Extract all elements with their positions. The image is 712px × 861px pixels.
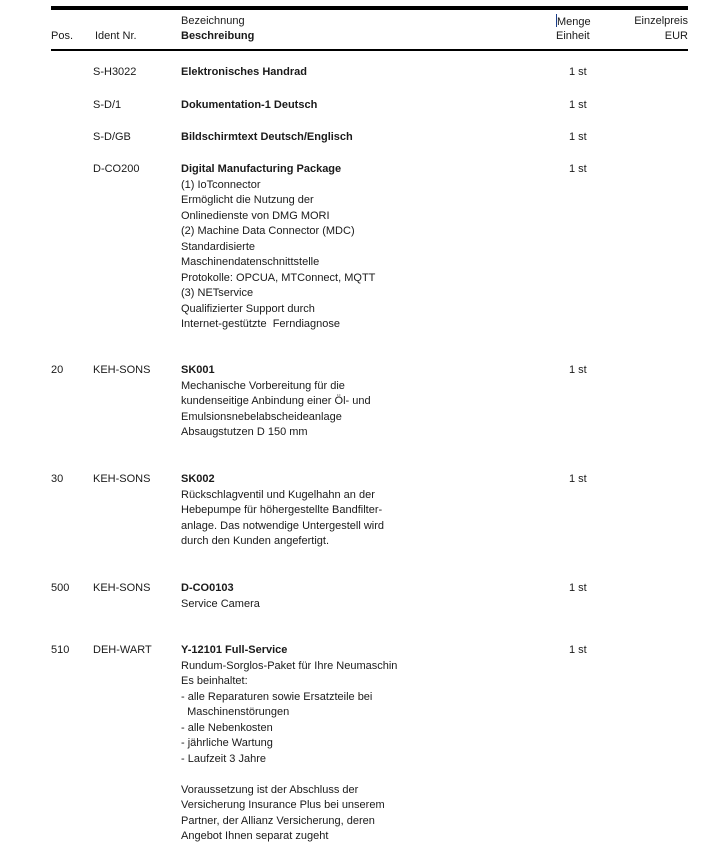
row-description-line: Mechanische Vorbereitung für die (181, 379, 345, 392)
row-quantity: 1 st (569, 364, 587, 376)
row-ident: KEH-SONS (93, 473, 151, 485)
row-description-line: - alle Reparaturen sowie Ersatzteile bei (181, 690, 373, 703)
row-ident: S-H3022 (93, 66, 137, 78)
row-description-line: Absaugstutzen D 150 mm (181, 426, 308, 438)
row-pos: 500 (51, 582, 70, 594)
row-ident: S-D/1 (93, 99, 122, 111)
row-quantity: 1 st (569, 582, 587, 594)
row-description-line: Maschinendatenschnittstelle (181, 256, 320, 268)
row-description-line: Maschinenstörungen (181, 706, 290, 718)
row-description-line: Ermöglicht die Nutzung der (181, 194, 314, 206)
row-description-line: anlage. Das notwendige Untergestell wird (181, 519, 385, 532)
row-description-line: (3) NETservice (181, 287, 254, 299)
row-quantity: 1 st (569, 163, 587, 175)
row-ident: DEH-WART (93, 644, 152, 656)
row-description-line (181, 767, 511, 783)
row-description-line: Partner, der Allianz Versicherung, deren (181, 814, 375, 827)
row-ident: KEH-SONS (93, 364, 151, 376)
row-description-line: Versicherung Insurance Plus bei unserem (181, 799, 385, 811)
row-description-line: Internet-gestützte Ferndiagnose (181, 318, 340, 330)
row-description-line: Voraussetzung ist der Abschluss der (181, 783, 359, 796)
row-description-line: - Laufzeit 3 Jahre (181, 752, 266, 765)
row-description (181, 472, 511, 550)
row-title: Elektronisches Handrad (181, 66, 307, 78)
row-description (181, 162, 511, 333)
row-quantity: 1 st (569, 473, 587, 485)
row-quantity: 1 st (569, 99, 587, 111)
header-pos: Pos. (51, 30, 74, 42)
row-description (181, 643, 511, 845)
row-description (181, 130, 511, 146)
row-title: SK001 (181, 364, 215, 376)
row-title: Dokumentation-1 Deutsch (181, 99, 318, 111)
row-quantity: 1 st (569, 644, 587, 656)
row-pos: 30 (51, 473, 64, 485)
row-description-line: Rückschlagventil und Kugelhahn an der (181, 488, 375, 501)
row-description-line: kundenseitige Anbindung einer Öl- und (181, 395, 371, 407)
row-description-line: (2) Machine Data Connector (MDC) (181, 225, 355, 237)
header-beschreibung: Beschreibung (181, 30, 255, 42)
row-description (181, 98, 511, 114)
row-description-line: Protokolle: OPCUA, MTConnect, MQTT (181, 271, 376, 284)
row-description-line: Emulsionsnebelabscheideanlage (181, 410, 342, 423)
row-description-line: Angebot Ihnen separat zugeht (181, 830, 329, 842)
row-description-line: Hebepumpe für höhergestellte Bandfilter- (181, 504, 383, 516)
row-pos: 20 (51, 364, 64, 376)
row-title: Digital Manufacturing Package (181, 163, 342, 175)
row-description-line: Rundum-Sorglos-Paket für Ihre Neumaschin (181, 659, 398, 672)
row-description (181, 581, 511, 612)
row-title: D-CO0103 (181, 582, 234, 594)
header-top-rule (51, 6, 688, 10)
row-description-line: Es beinhaltet: (181, 675, 248, 687)
header-menge-wrap (556, 14, 591, 30)
row-description (181, 363, 511, 441)
row-ident: KEH-SONS (93, 582, 151, 594)
row-quantity: 1 st (569, 131, 587, 143)
row-pos: 510 (51, 644, 70, 656)
row-title: Bildschirmtext Deutsch/Englisch (181, 131, 353, 143)
row-title: SK002 (181, 473, 215, 485)
row-quantity: 1 st (569, 66, 587, 78)
row-ident: S-D/GB (93, 131, 131, 143)
row-ident: D-CO200 (93, 163, 140, 175)
row-description-line: - jährliche Wartung (181, 737, 273, 749)
header-ident: Ident Nr. (95, 30, 137, 42)
row-description-line: Qualifizierter Support durch (181, 302, 315, 315)
header-bezeichnung: Bezeichnung (181, 15, 245, 27)
row-description (181, 65, 511, 81)
row-description-line: - alle Nebenkosten (181, 721, 273, 734)
row-title: Y-12101 Full-Service (181, 644, 288, 656)
header-einheit: Einheit (556, 30, 590, 42)
row-description-line: (1) IoTconnector (181, 178, 261, 191)
row-description-line: Standardisierte (181, 240, 255, 253)
header-bottom-rule (51, 49, 688, 51)
row-description-line: Onlinedienste von DMG MORI (181, 209, 330, 222)
header-einzelpreis: Einzelpreis (634, 15, 688, 27)
row-description-line: Service Camera (181, 597, 260, 610)
row-description-line: durch den Kunden angefertigt. (181, 535, 330, 547)
header-currency: EUR (664, 30, 688, 42)
header-menge: Menge (557, 16, 591, 28)
